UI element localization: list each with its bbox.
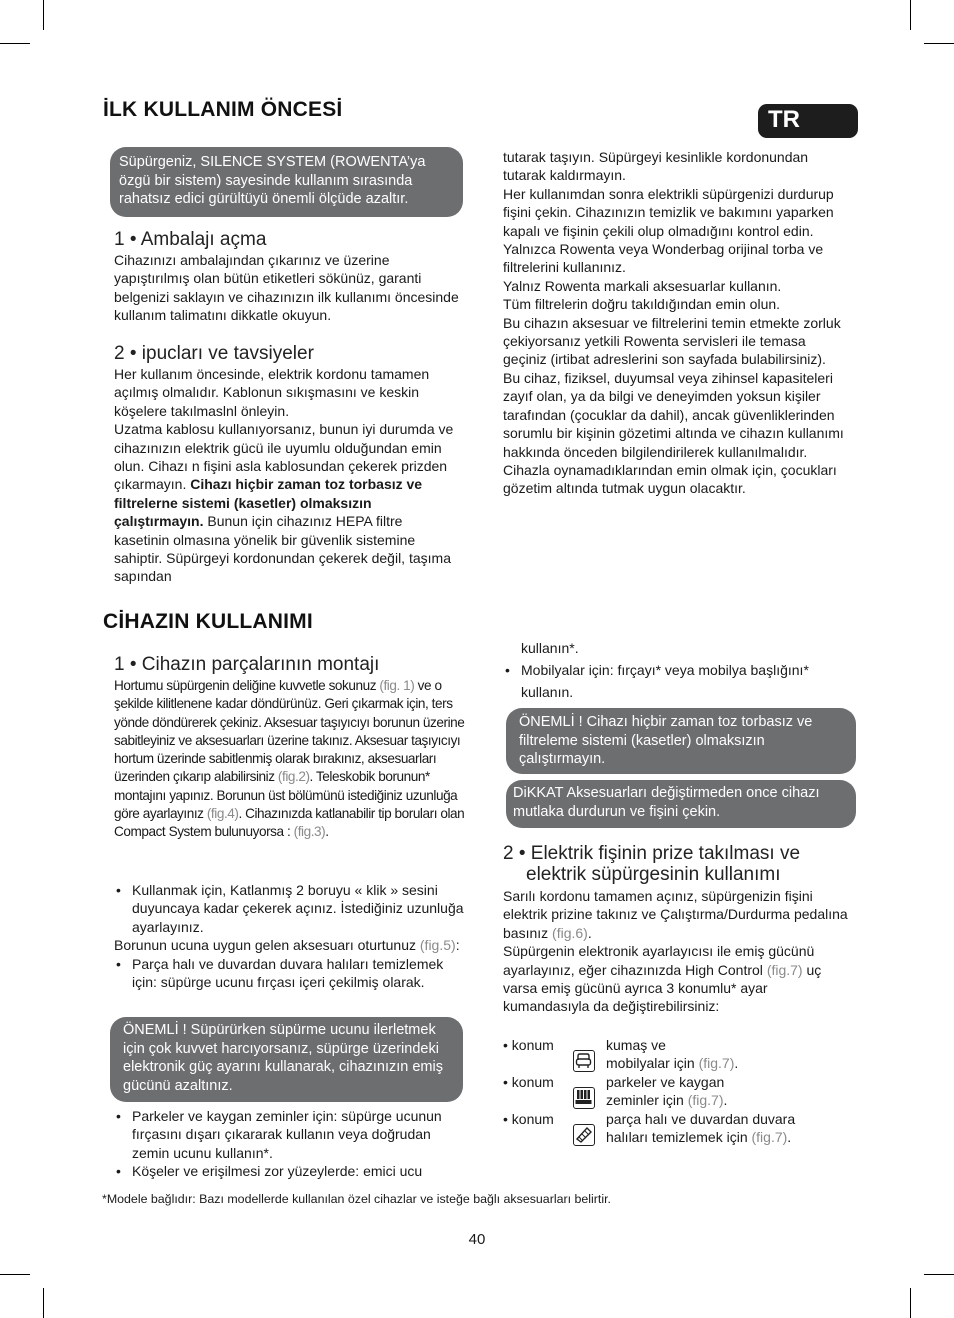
assembly-text-a: Hortumu süpürgenin deliğine kuvvetle sokunuz: [114, 678, 377, 693]
mode-desc-line-1: parkeler ve kaygan: [606, 1074, 725, 1090]
fig-ref: (fig.3): [293, 824, 326, 840]
plug-text: [503, 887, 855, 1016]
mode-desc-line-2: [606, 1128, 791, 1146]
unpacking-paragraph: Cihazınızı ambalajından çıkarınız ve üzerine yapıştırılmış olan bütün etiketleri sökünüz, garanti belgenizi saklayın ve cihazınızın ilk kullanımı öncesinde kullanım talimatını dikkatle okuyun.: [114, 252, 459, 324]
plug-title-line-2: elektrik süpürgesinin kullanımı: [526, 864, 781, 885]
assembly-paragraph: [114, 677, 466, 842]
mode-row: [503, 1073, 863, 1111]
subheading-assembly: 1 • Cihazın parçalarının montajı: [114, 654, 380, 675]
colon: :: [455, 937, 460, 954]
list-item: [114, 1107, 466, 1162]
fig-ref: (fig.7): [751, 1129, 788, 1145]
crop-mark: [910, 0, 911, 30]
fig-ref: (fig.7): [698, 1055, 735, 1071]
safety-line: Yalnızca Rowenta veya Wonderbag orijinal torba ve filtrelerini kullanınız.: [503, 241, 824, 276]
bullet: •: [116, 1108, 121, 1124]
assembly-list: [114, 881, 466, 991]
tips-text-3: Bunun için cihazınız HEPA filtre kasetinin olmasına yönelik bir güvenlik sistemine sahiptir. Süpürgeyi kordonundan çekerek değil, taşıma sapından: [114, 513, 451, 585]
period: .: [723, 1092, 728, 1108]
assembly-text-d: . Cihazınızda katlanabilir tip boruları olan Compact System bulunuyorsa :: [114, 806, 465, 840]
bullet: •: [116, 882, 121, 898]
list-item: [503, 659, 853, 703]
silence-system-box: Süpürgeniz, SILENCE SYSTEM (ROWENTA’ya özgü bir sistem) sayesinde kullanım sırasında rahatsız edici gürültüyü önemli ölçüde azaltır.: [110, 147, 463, 217]
power-warning-box: ÖNEMLİ ! Süpürürken süpürme ucunu ilerletmek için çok kuvvet harcıyorsanız, süpürge üzerindeki elektronik güç ayarını kullanarak, cihazınızın emiş gücünü azaltınız.: [110, 1017, 463, 1102]
plug-paragraph-2: [503, 942, 855, 1016]
assembly-text-c: . Teleskobik borunun* montajını yapınız. Borunun üst bölümünü istediğiniz uzunluğa göre ayarlayınız: [114, 769, 458, 822]
assembly-text-e: .: [325, 824, 329, 840]
safety-line: Yalnız Rowenta markali aksesuarlar kullanın.: [503, 277, 782, 294]
safety-line: tutarak taşıyın. Süpürgeyi kesinlikle kordonundan tutarak kaldırmayın.: [503, 149, 809, 184]
plug-paragraph-1: [503, 887, 855, 942]
fig-ref: (fig.7): [687, 1092, 724, 1108]
right-column-safety: [503, 148, 853, 498]
crop-mark: [43, 0, 44, 30]
mode-row: [503, 1110, 863, 1148]
plug-text-a: Sarılı kordonu tamamen açınız, süpürgenizin fişini elektrik prizine takınız ve Çalıştırma/Durdurma pedalına basınız: [503, 888, 848, 941]
crop-mark: [910, 1288, 911, 1318]
period: .: [734, 1055, 739, 1071]
assembly-text-b: ve o şekilde kilitlenene kadar döndürünüz. Geri çıkarmak için, ters yönde döndürerek çekiniz. Aksesuar taşıyıcıyı borunun üzerine sabitleyiniz ve aksesuarları üzerine takınız. Aksesuar taşıyıcıyı hortum üzerinde sabitlenmiş olarak bırakınız, aksesuarları üzerinden çıkarıp alabilirsiniz: [114, 678, 465, 785]
crop-mark: [0, 43, 30, 44]
fig-ref: (fig.5): [419, 937, 456, 954]
bullet: •: [505, 662, 510, 678]
parquet-brush-icon: [573, 1087, 595, 1109]
section-title-first-use: İLK KULLANIM ÖNCESİ: [103, 98, 343, 121]
plug-text-b: Süpürgenin elektronik ayarlayıcısı ile emiş gücünü ayarlayınız, eğer cihazınızda High Control: [503, 943, 815, 978]
mode-desc-line-1: parça halı ve duvardan duvara: [606, 1111, 796, 1127]
mode-desc-line-1: kumaş ve: [606, 1037, 666, 1053]
bullet-text: Parça halı ve duvardan duvara halıları temizlemek için: süpürge ucunu fırçası içeri çekilmiş olarak.: [132, 955, 444, 991]
fig-ref: (fig.4): [206, 806, 239, 822]
crop-mark: [43, 1288, 44, 1318]
tips-text: [114, 365, 459, 586]
mode-row: [503, 1036, 863, 1074]
crop-mark: [924, 43, 954, 44]
plug-title-line-1: 2 • Elektrik fişinin prize takılması ve: [503, 843, 801, 864]
language-code: TR: [768, 106, 800, 133]
bullet: •: [116, 955, 121, 972]
list-item: [114, 1162, 466, 1180]
tips-text-2: Uzatma kablosu kullanıyorsanız, bunun iyi durumda ve cihazınızın elektrik gücü ile uyumlu olduğundan emin olun. Cihazı n fişini asla kablosundan çekerek prizden çıkarmayın.: [114, 421, 454, 493]
mode-desc-text: zeminler için: [606, 1092, 684, 1108]
bullet-text: Mobilyalar için: fırçayı* veya mobilya başlığını* kullanın.: [521, 662, 809, 700]
assembly-list-2: [114, 1107, 466, 1181]
bullet-text: Köşeler ve erişilmesi zor yüzeylerde: emici ucu: [132, 1163, 423, 1180]
plug-text-c: uç varsa emiş gücünü ayrıca 3 konumlu* ayar kumandasıyla da değiştirebilirsiniz:: [503, 961, 822, 1015]
accessory-paragraph: [114, 936, 466, 954]
crop-mark: [924, 1274, 954, 1275]
assembly-text: [114, 677, 466, 842]
mode-desc-line-2: [606, 1054, 738, 1072]
period: .: [787, 1129, 792, 1145]
armchair-icon: [573, 1050, 595, 1072]
fig-ref: (fig.6): [552, 924, 588, 941]
safety-line: Bu cihaz, fiziksel, duyumsal veya zihinsel kapasiteleri zayıf olan, ya da bilgi ve deneyimden yoksun kişiler tarafından (çocuklar da dahil), ancak güvenliklerinden sorumlu bir kişinin gözetimi altında ve cihazın kullanımı hakkında önceden bilgilendirilerek kullanılmalıdır.: [503, 369, 844, 460]
fig-ref: (fig.7): [766, 961, 803, 978]
mode-desc-text: mobilyalar için: [606, 1055, 695, 1071]
period: .: [587, 924, 592, 941]
safety-line: Bu cihazın aksesuar ve filtrelerini temin etmekte zorluk çekiyorsanız yetkili Rowenta servisleri ile temasa geçiniz (irtibat adreslerini son sayfada bulabilirsiniz).: [503, 314, 841, 368]
mode-label: • konum: [503, 1111, 554, 1127]
bullet: •: [116, 1163, 121, 1180]
caution-box: DiKKAT Aksesuarları değiştirmeden once cihazı mutlaka durdurun ve fişini çekin.: [506, 780, 856, 828]
page-number: 40: [468, 1231, 486, 1248]
important-box: ÖNEMLİ ! Cihazı hiçbir zaman toz torbasız ve filtreleme sistemi (kasetler) olmaksızın çalıştırmayın.: [506, 708, 856, 774]
language-badge: [758, 104, 858, 138]
safety-line: Tüm filtrelerin doğru takıldığından emin olun.: [503, 296, 781, 313]
fig-ref: (fig.2): [277, 769, 310, 785]
crop-mark: [0, 1274, 30, 1275]
carpet-icon: [573, 1124, 595, 1146]
fig-ref: (fig. 1): [379, 678, 415, 693]
tips-paragraph-2: [114, 420, 459, 586]
list-item: [114, 955, 466, 992]
right-list-continued: [503, 637, 853, 703]
section-title-device-use: CİHAZIN KULLANIMI: [103, 610, 313, 633]
tips-bold-warning: Cihazı hiçbir zaman toz torbasız ve filtrelerne sistemi (kasetler) olmaksızın çalıştırmayın.: [114, 476, 423, 530]
subheading-unpacking: 1 • Ambalajı açma: [114, 229, 267, 250]
subheading-tips: 2 • ipucları ve tavsiyeler: [114, 343, 314, 364]
mode-label: • konum: [503, 1037, 554, 1053]
footnote: *Modele bağlıdır: Bazı modellerde kullanılan özel cihazlar ve isteğe bağlı aksesuarları belirtir.: [102, 1192, 611, 1206]
subheading-plug: [503, 843, 800, 885]
unpacking-text: [114, 251, 464, 325]
safety-line: Cihazla oynamadıklarından emin olmak için, çocukları gözetim altında tutmak uygun olacaktır.: [503, 461, 837, 497]
mode-desc-line-2: [606, 1091, 727, 1109]
list-item: [114, 881, 466, 936]
safety-line: Her kullanımdan sonra elektrikli süpürgenizi durdurup fişini çekin. Cihazınızın temizlik ve bakımını yaparken kapalı ve fişinin çekili olup olmadığını kontrol edin.: [503, 185, 834, 239]
bullet-text: Kullanmak için, Katlanmış 2 boruyu « klik » sesini duyuncaya kadar çekerek açınız. İstediğiniz uzunluğa ayarlayınız.: [132, 882, 464, 935]
mode-label: • konum: [503, 1074, 554, 1090]
accessory-text: Borunun ucuna uygun gelen aksesuarı oturtunuz: [114, 937, 416, 954]
mode-desc-text: halıları temizlemek için: [606, 1129, 748, 1145]
bullet-text: Parkeler ve kaygan zeminler için: süpürge ucunun fırçasını dışarı çıkararak kullanın veya doğrudan zemin ucunu kullanın*.: [132, 1108, 442, 1161]
continued-text: kullanın*.: [521, 640, 579, 656]
tips-paragraph-1: Her kullanım öncesinde, elektrik kordonu tamamen açılmış olmalıdır. Kablonun sıkışmasını ve keskin köşelere takılmaslnl önleyin.: [114, 366, 430, 419]
